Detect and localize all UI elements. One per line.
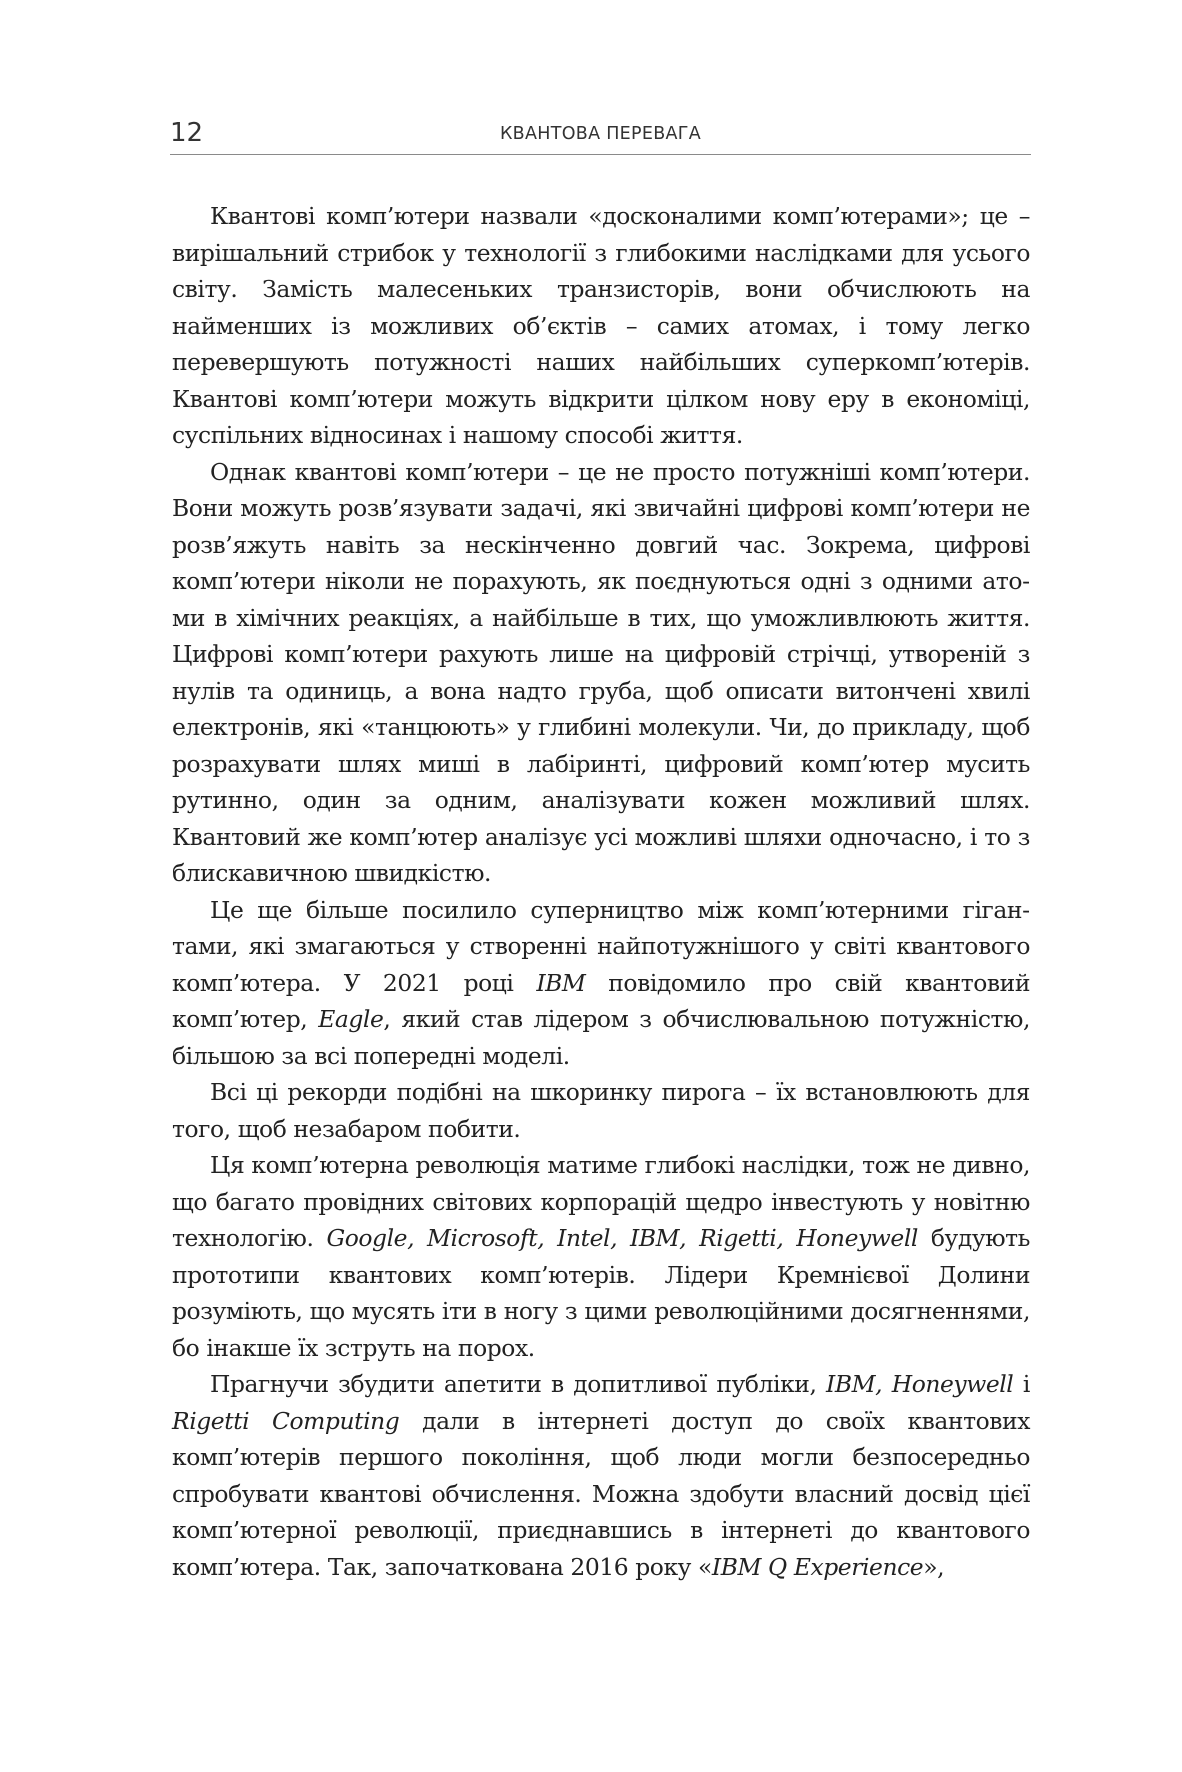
text-segment: і [1013, 1370, 1030, 1398]
italic-text: Eagle [318, 1005, 384, 1033]
text-segment: Це ще більше посилило суперництво між комп’ютерними гігантами, які змагаються у створенні найпотужнішого у світі квантового комп’ютера. У 2021 році [172, 895, 1030, 997]
paragraph [172, 892, 1030, 1075]
paragraph [172, 1147, 1030, 1366]
text-segment: Всі ці рекорди подібні на шкоринку пирога – їх встановлюють для того, щоб незабаром побити. [172, 1078, 1030, 1143]
text-segment: будують прототипи квантових комп’ютерів. Лідери Кремнієвої Долини розуміють, що мусять іти в ногу з цими революційними досягненнями, бо інакше їх зструть на порох. [172, 1224, 1030, 1362]
running-title: КВАНТОВА ПЕРЕВАГА [499, 124, 702, 144]
paragraph [172, 1074, 1030, 1147]
text-segment: повідомило про свій квантовий комп’ютер, [172, 968, 1031, 1033]
running-header [170, 118, 1031, 155]
text-segment: дали в інтернеті доступ до своїх квантових комп’ютерів першого покоління, щоб люди могли безпосередньо спробувати квантові обчислення. Можна здобути власний досвід цієї комп’ютерної революції, приєднавшись в інтернеті до квантового комп’ютера. Так, започаткована 2016 року « [172, 1406, 1030, 1581]
paragraph [172, 1366, 1030, 1585]
page-number: 12 [170, 118, 204, 148]
paragraph [172, 198, 1030, 454]
text-segment: , який став лідером з обчислювальною потужністю, більшою за всі попередні моделі. [172, 1005, 1030, 1070]
italic-text: IBM, Honeywell [826, 1370, 1014, 1398]
text-segment: Квантові комп’ютери назвали «досконалими комп’ютерами»; це – вирішальний стрибок у технології з глибокими наслідками для усього світу. Замість малесеньких транзисторів, вони обчислюють на найменших із можливих об’єктів – самих атомах, і тому легко перевершують потужності наших найбільших суперкомп’ютерів. Квантові комп’ютери можуть відкрити цілком нову еру в економіці, суспільних відносинах і нашому способі життя. [172, 202, 1030, 449]
body-text [172, 198, 1030, 1585]
paragraph [172, 454, 1030, 892]
italic-text: IBM Q Experience [711, 1552, 924, 1581]
italic-text: Rigetti Computing [172, 1406, 400, 1435]
text-segment: Однак квантові комп’ютери – це не просто потужніші комп’ютери. Вони можуть розв’язувати задачі, які звичайні цифрові комп’ютери не розв’яжуть навіть за нескінченно довгий час. Зокрема, цифрові комп’ютери ніколи не порахують, як поєднуються одні з одними атоми в хімічних реакціях, а найбільше в тих, що уможливлюють життя. Цифрові комп’ютери рахують лише на цифровій стрічці, утвореній з нулів та одиниць, а вона надто груба, щоб описати витончені хвилі електронів, які «танцюють» у глибині молекули. Чи, до прикладу, щоб розрахувати шлях миші в лабіринті, цифровий комп’ютер мусить рутинно, один за одним, аналізувати кожен можливий шлях. Квантовий же комп’ютер аналізує усі можливі шляхи одночасно, і то з блискавичною швидкістю. [172, 457, 1030, 887]
text-segment: Прагнучи збудити апетити в допитливої публіки, [210, 1370, 827, 1398]
text-segment: », [923, 1552, 945, 1581]
italic-text: Google, Microsoft, Intel, IBM, Rigetti, Honeywell [326, 1224, 918, 1252]
text-segment: Ця комп’ютерна революція матиме глибокі наслідки, тож не дивно, що багато провідних світових корпорацій щедро інвестують у новітню технологію. [172, 1151, 1030, 1252]
italic-text: IBM [536, 968, 586, 997]
